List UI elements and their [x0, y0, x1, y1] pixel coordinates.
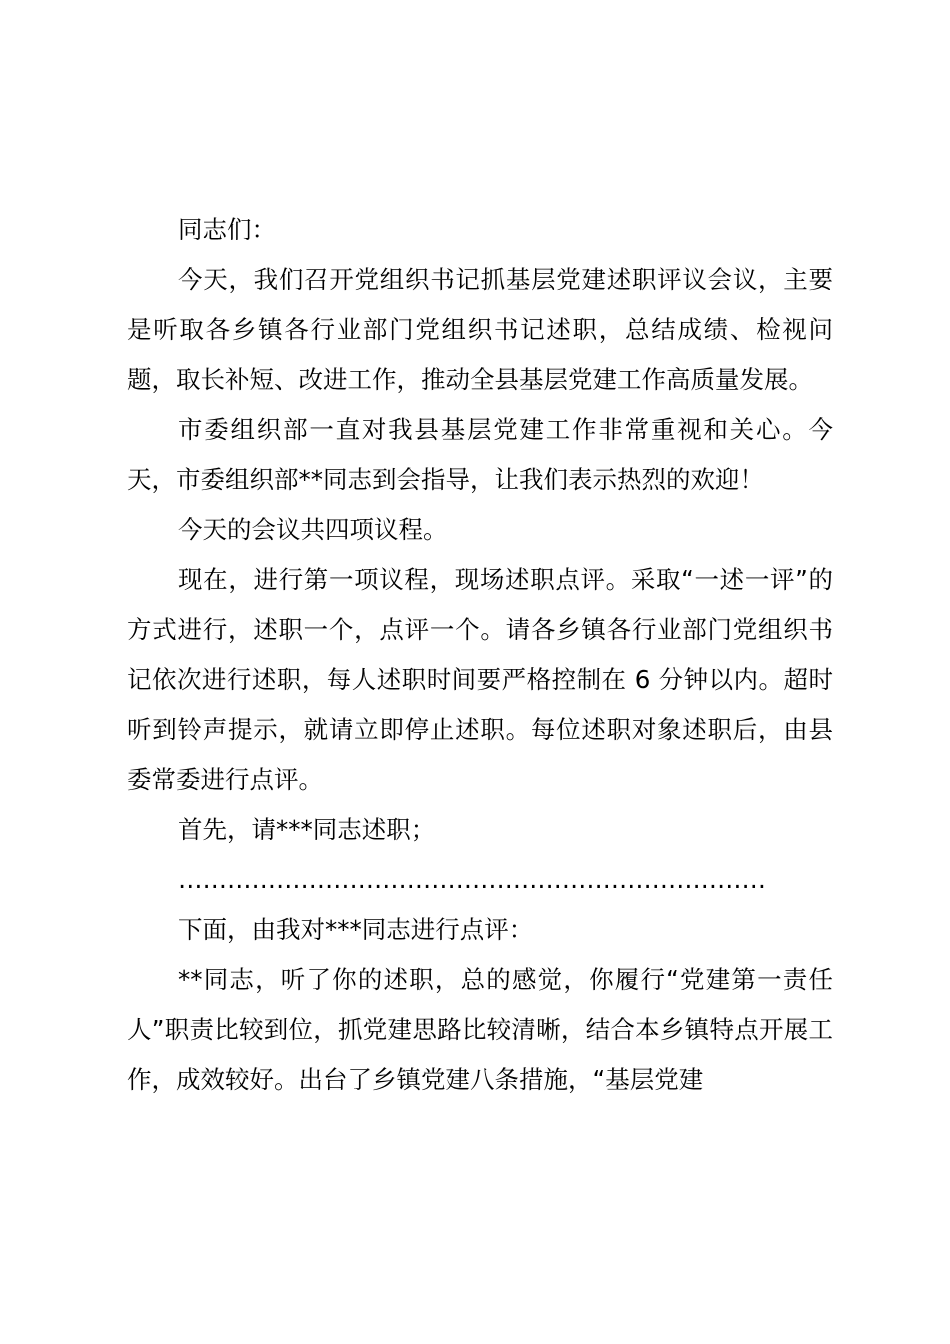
paragraph-first-item: 现在，进行第一项议程，现场述职点评。采取“一述一评”的方式进行，述职一个，点评一个。请各乡镇各行业部门党组织书记依次进行述职，每人述职时间要严格控制在 6 分钟以内。超时听到铃声提示，就请立即停止述职。每位述职对象述职后，由县委常委进行点评。	[127, 565, 833, 794]
paragraph-first-speaker: 首先，请***同志述职；	[178, 815, 436, 844]
ellipsis-text: ………………………………………………………………	[178, 865, 766, 894]
greeting: 同志们：	[178, 215, 276, 244]
paragraph-comment: **同志，听了你的述职，总的感觉，你履行“党建第一责任人”职责比较到位，抓党建思路比较清晰，结合本乡镇特点开展工作，成效较好。出台了乡镇党建八条措施，“基层党建	[127, 965, 833, 1094]
paragraph-comment-intro: 下面，由我对***同志进行点评：	[178, 915, 534, 944]
document-body	[127, 205, 833, 1105]
ellipsis-separator	[127, 855, 833, 905]
paragraph-welcome: 市委组织部一直对我县基层党建工作非常重视和关心。今天，市委组织部**同志到会指导，让我们表示热烈的欢迎！	[127, 415, 833, 494]
paragraph-opening: 今天，我们召开党组织书记抓基层党建述职评议会议，主要是听取各乡镇各行业部门党组织书记述职，总结成绩、检视问题，取长补短、改进工作，推动全县基层党建工作高质量发展。	[127, 265, 833, 394]
paragraph-agenda: 今天的会议共四项议程。	[178, 515, 448, 544]
